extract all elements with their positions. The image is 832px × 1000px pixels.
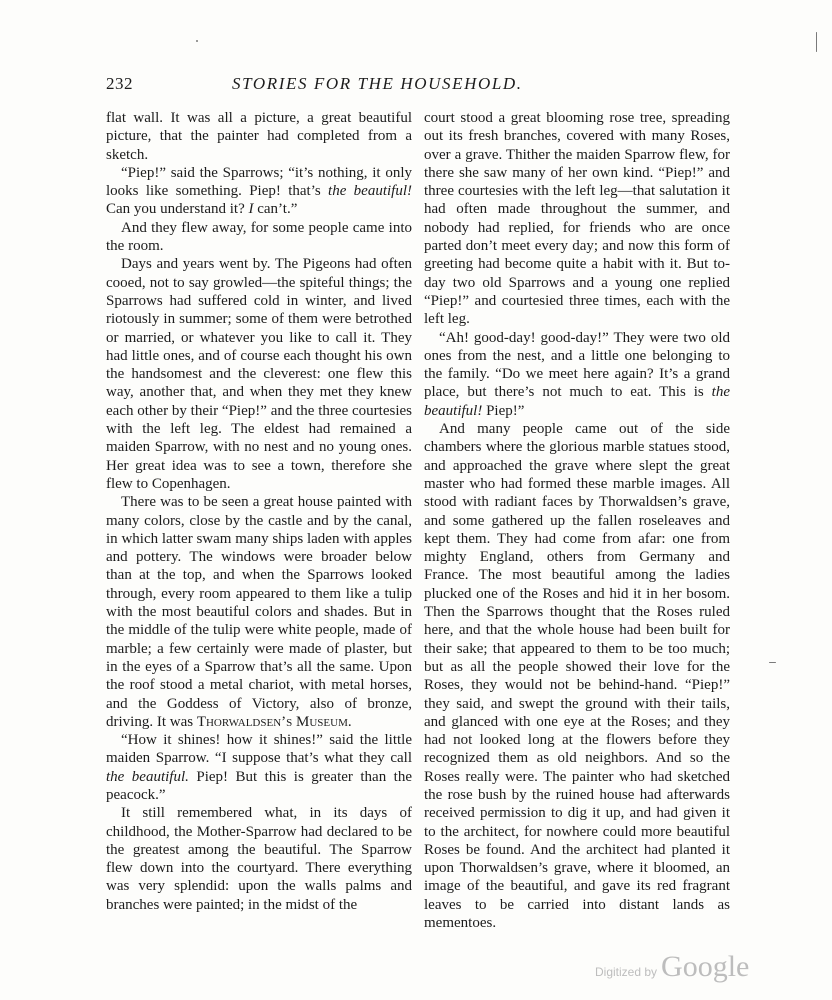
paragraph: “How it shines! how it shines!” said the little maiden Sparrow. “I suppose that’s what they call the beautiful. Piep! But this is greater than the peacock.” [106,732,413,803]
paragraph: And many people came out of the side chambers where the glorious marble statues stood, and approached the grave where slept the great master who had formed these marble images. All stood with radiant faces by Thorwaldsen’s grave, and some gathered up the fallen roseleaves and kept them. They had come from afar: one from mighty England, others from Germany and France. The most beautiful among the ladies plucked one of the Roses and hid it in her bosom. Then the Sparrows thought that the Roses ruled here, and that the whole house had been built for their sake; that appeared to them to be too much; but as all the people showed their love for the Roses, they would not be behind-hand. “Piep!” they said, and swept the ground with their tails, and glanced with one eye at the Roses; and they had not looked long at the flowers before they recognized them as old neighbors. And so the Roses really were. The painter who had sketched the rose bush by the ruined house had afterwards received permission to dig it up, and had given it to the architect, for nowhere could more beautiful Roses be found. And the architect had planted it upon Thorwaldsen’s grave, where it bloomed, an image of the beautiful, and gave its red fragrant leaves to be carried into distant lands as mementoes. [424,421,730,932]
page-number: 232 [106,74,133,93]
scan-speck [816,32,817,52]
paragraph: flat wall. It was all a picture, a great beautiful picture, that the painter had completed from a sketch. [106,110,412,163]
digitized-by-google-watermark [595,950,749,984]
google-logo: Google [661,950,750,983]
right-column [424,109,730,932]
left-column [106,109,412,914]
watermark-prefix: Digitized by [595,965,658,979]
paragraph: It still remembered what, in its days of childhood, the Mother-Sparrow had declared to be the greatest among the beautiful. The Sparrow flew down into the courtyard. There everything was very splendid: upon the walls palms and branches were painted; in the midst of the [106,805,412,913]
paragraph: court stood a great blooming rose tree, spreading out its fresh branches, covered with many Roses, over a grave. Thither the maiden Sparrow flew, for there she saw many of her own kind. “Piep!” and three courtesies with the left leg—that salutation it had often made throughout the summer, and nobody had replied, for friends who are once parted don’t meet every day; and now this form of greeting had become quite a habit with it. But to-day two old Sparrows and a young one replied “Piep!” and courtesied three times, each with the left leg. [424,110,730,328]
paragraph: And they flew away, for some people came into the room. [106,219,412,255]
scan-speck [769,662,776,663]
paragraph: “Ah! good-day! good-day!” They were two old ones from the nest, and a little one belonging to the family. “Do we meet here again? It’s a grand place, but there’s not much to eat. This is the beautiful! Piep!” [424,329,730,419]
running-title: STORIES FOR THE HOUSEHOLD. [232,74,523,93]
paragraph: “Piep!” said the Sparrows; “it’s nothing, it only looks like something. Piep! that’s the beautiful! Can you understand it? I can’t.” [106,164,413,218]
scan-speck [196,40,198,42]
paragraph: Days and years went by. The Pigeons had often cooed, not to say growled—the spiteful things; the Sparrows had suffered cold in winter, and lived riotously in summer; some of them were betrothed or married, or whatever you like to call it. They had little ones, and of course each thought his own the handsomest and the cleverest: one flew this way, another that, and when they met they knew each other by their “Piep!” and the three courtesies with the left leg. The eldest had remained a maiden Sparrow, with no nest and no young ones. Her great idea was to see a town, therefore she flew to Copenhagen. [106,256,412,492]
paragraph: There was to be seen a great house painted with many colors, close by the castle and by the canal, in which latter swam many ships laden with apples and pottery. The windows were broader below than at the top, and when the Sparrows looked through, every room appeared to them like a tulip with the most beautiful colors and shades. But in the middle of the tulip were white people, made of marble; a few certainly were made of plaster, but in the eyes of a Sparrow that’s all the same. Upon the roof stood a metal chariot, with metal horses, and the Goddess of Victory, also of bronze, driving. It was Thorwaldsen’s Museum. [106,494,412,730]
